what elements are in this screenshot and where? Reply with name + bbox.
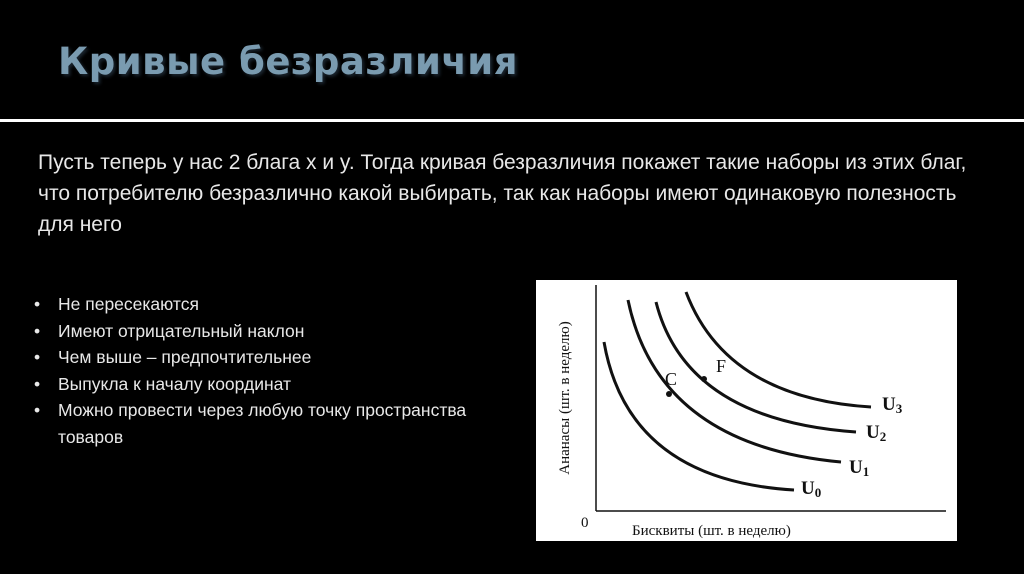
curve-u3-label: U3	[882, 394, 903, 416]
bullet-text: Не пересекаются	[58, 294, 199, 314]
origin-label: 0	[581, 515, 589, 531]
bullet-item	[34, 371, 474, 398]
bullet-item	[34, 318, 474, 345]
bullet-icon: •	[34, 347, 41, 367]
intro-paragraph: Пусть теперь у нас 2 блага x и y. Тогда кривая безразличия покажет такие наборы из этих благ, что потребителю безразлично какой выбирать, так как наборы имеют одинаковую полезность для него	[38, 151, 967, 236]
bullet-list	[34, 291, 474, 450]
curve-u2-label: U2	[866, 422, 887, 444]
x-axis-label: Бисквиты (шт. в неделю)	[632, 523, 791, 539]
point-f-label: F	[716, 356, 727, 376]
bullet-text: Чем выше – предпочтительнее	[58, 347, 312, 367]
bullet-icon: •	[34, 373, 41, 394]
bullet-item	[34, 397, 474, 450]
curve-u1	[628, 300, 841, 462]
point-c-label: C	[665, 369, 678, 389]
bullet-icon: •	[34, 320, 41, 341]
bullet-icon: •	[34, 400, 41, 420]
curve-u0-label: U0	[801, 478, 822, 500]
bullet-item	[34, 291, 474, 318]
point-f	[701, 376, 707, 382]
bullet-item	[34, 344, 474, 371]
bullet-text: Имеют отрицательный наклон	[58, 320, 305, 341]
title-divider	[0, 119, 1024, 122]
point-c	[666, 391, 672, 397]
bullet-text: Выпукла к началу координат	[58, 373, 292, 394]
diagram-svg	[536, 280, 957, 541]
bullet-icon: •	[34, 294, 41, 314]
indifference-diagram	[536, 280, 957, 541]
slide-title: Кривые безразличия	[58, 40, 518, 83]
y-axis-label: Ананасы (шт. в неделю)	[557, 321, 573, 475]
curve-u1-label: U1	[849, 457, 870, 479]
bullet-text: Можно провести через любую точку пространства товаров	[58, 400, 467, 447]
curve-u2	[656, 302, 856, 432]
